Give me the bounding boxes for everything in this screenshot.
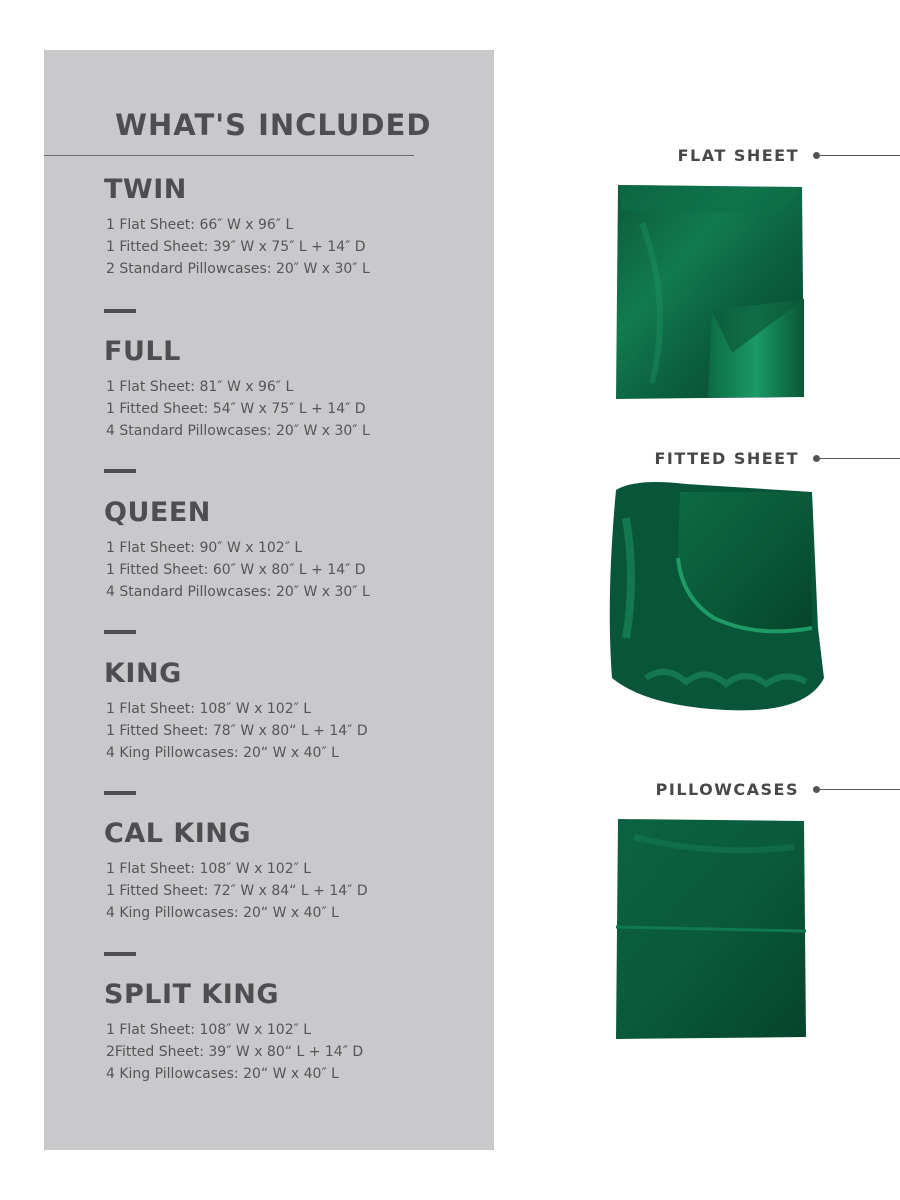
fitted-sheet-callout <box>654 448 900 468</box>
size-detail-line: 1 Flat Sheet: 81″ W x 96″ L <box>106 379 294 395</box>
size-detail-line: 4 King Pillowcases: 20“ W x 40″ L <box>106 745 339 761</box>
callout-dot <box>813 152 820 159</box>
callout-dot <box>813 786 820 793</box>
size-block-king <box>104 658 464 764</box>
fitted-sheet-label: FITTED SHEET <box>654 448 799 468</box>
size-detail-line: 1 Flat Sheet: 108″ W x 102″ L <box>106 1022 312 1038</box>
section-dash <box>104 791 136 795</box>
pillowcases-callout <box>656 779 900 799</box>
callout-line <box>820 789 900 790</box>
pillowcase-image <box>614 817 808 1041</box>
size-detail-line: 1 Fitted Sheet: 72″ W x 84“ L + 14″ D <box>106 883 368 899</box>
size-block-queen <box>104 497 464 603</box>
size-detail-line: 1 Fitted Sheet: 54″ W x 75″ L + 14″ D <box>106 401 366 417</box>
size-detail-line: 1 Flat Sheet: 66″ W x 96″ L <box>106 217 294 233</box>
section-dash <box>104 952 136 956</box>
size-detail-line: 2Fitted Sheet: 39″ W x 80“ L + 14″ D <box>106 1044 364 1060</box>
size-block-full <box>104 336 464 442</box>
size-block-cal-king <box>104 818 464 924</box>
section-dash <box>104 309 136 313</box>
callout-line <box>820 458 900 459</box>
size-detail-line: 1 Fitted Sheet: 60″ W x 80″ L + 14″ D <box>106 562 366 578</box>
size-detail-line: 4 Standard Pillowcases: 20″ W x 30″ L <box>106 423 370 439</box>
fitted-sheet-image <box>606 478 830 718</box>
section-dash <box>104 469 136 473</box>
section-dash <box>104 630 136 634</box>
size-detail-line: 2 Standard Pillowcases: 20″ W x 30″ L <box>106 261 370 277</box>
size-name: KING <box>104 658 182 689</box>
size-detail-line: 4 King Pillowcases: 20“ W x 40″ L <box>106 905 339 921</box>
size-name: TWIN <box>104 174 187 205</box>
flat-sheet-label: FLAT SHEET <box>677 145 799 165</box>
size-detail-line: 1 Flat Sheet: 108″ W x 102″ L <box>106 701 312 717</box>
size-detail-line: 1 Flat Sheet: 90″ W x 102″ L <box>106 540 303 556</box>
size-detail-line: 1 Flat Sheet: 108″ W x 102″ L <box>106 861 312 877</box>
callout-dot <box>813 455 820 462</box>
size-detail-line: 1 Fitted Sheet: 39″ W x 75″ L + 14″ D <box>106 239 366 255</box>
size-detail-line: 1 Fitted Sheet: 78″ W x 80“ L + 14″ D <box>106 723 368 739</box>
size-detail-line: 4 Standard Pillowcases: 20″ W x 30″ L <box>106 584 370 600</box>
size-name: CAL KING <box>104 818 252 849</box>
callout-line <box>820 155 900 156</box>
title-divider <box>44 155 414 156</box>
size-block-split-king <box>104 979 464 1085</box>
flat-sheet-callout <box>678 145 900 165</box>
pillowcases-label: PILLOWCASES <box>655 779 799 799</box>
size-name: FULL <box>104 336 181 367</box>
size-block-twin <box>104 174 464 280</box>
page-title: WHAT'S INCLUDED <box>115 108 432 142</box>
flat-sheet-image <box>612 183 808 403</box>
size-name: SPLIT KING <box>104 979 280 1010</box>
size-detail-line: 4 King Pillowcases: 20“ W x 40″ L <box>106 1066 339 1082</box>
size-name: QUEEN <box>104 497 211 528</box>
